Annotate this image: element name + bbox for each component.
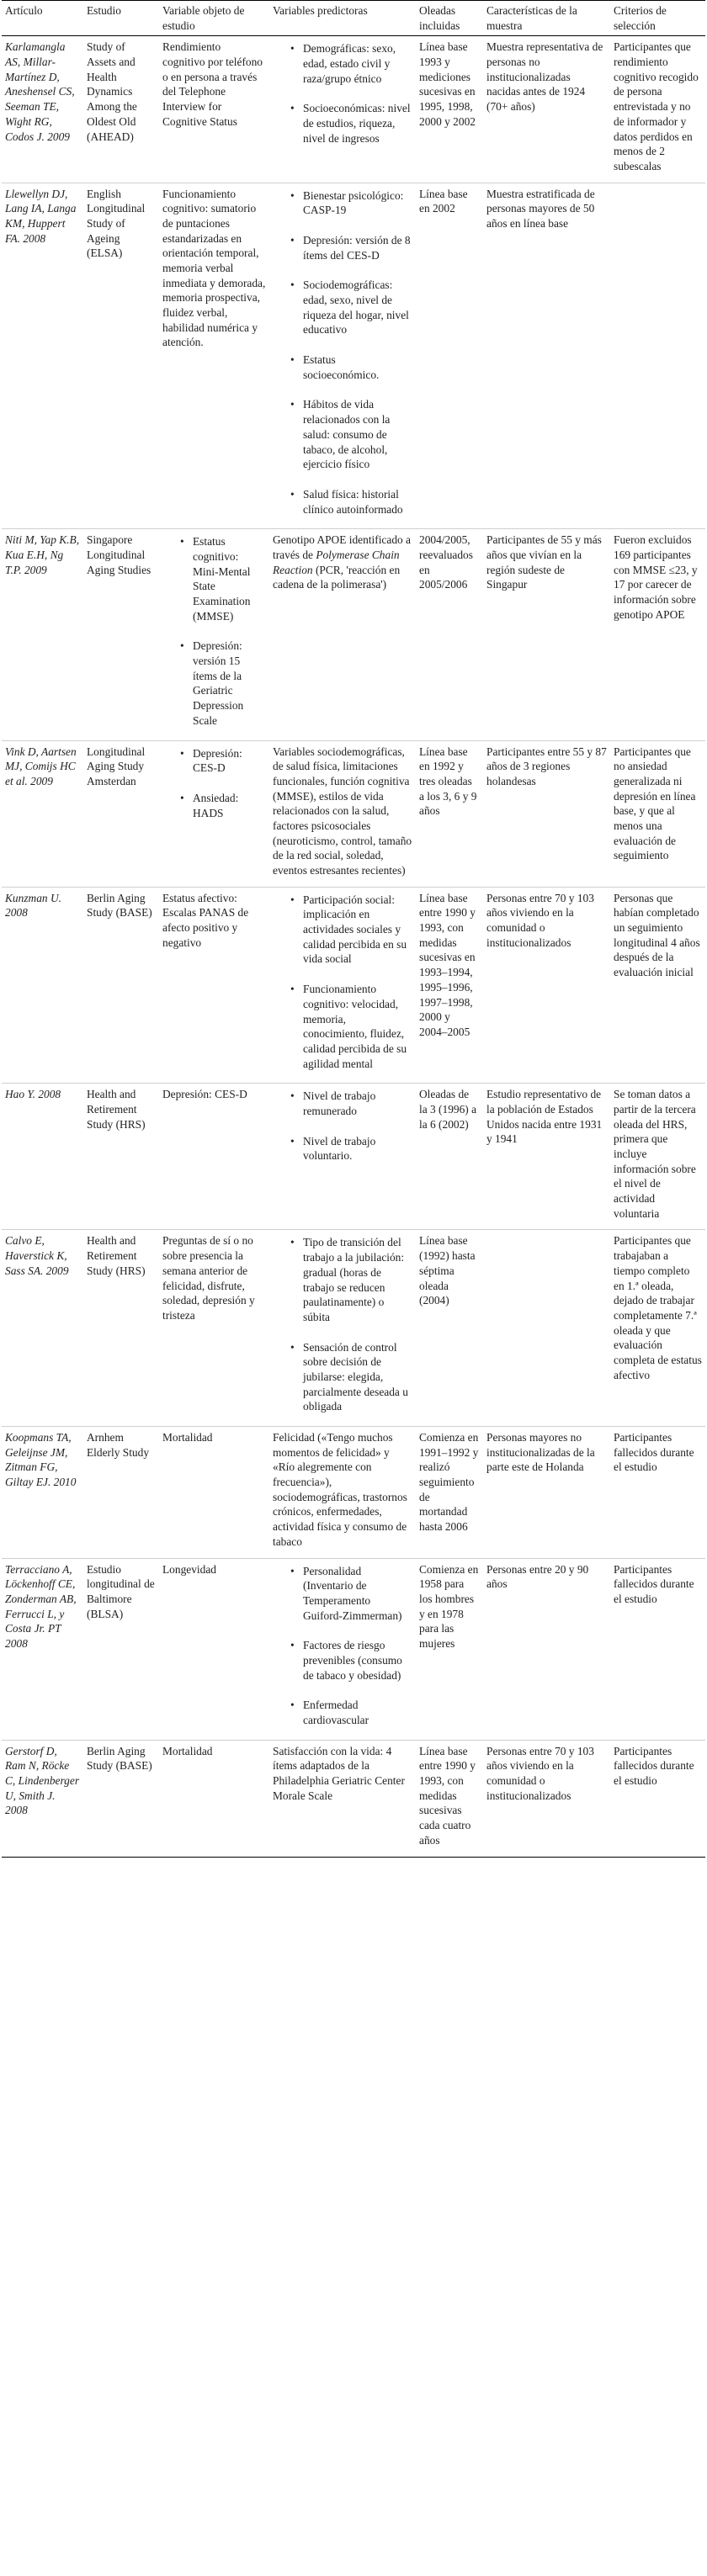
cell-predictoras (269, 183, 416, 529)
cell-muestra: Participantes entre 55 y 87 años de 3 regiones holandesas (483, 740, 610, 887)
cell-estudio: Health and Retirement Study (HRS) (83, 1230, 159, 1427)
predictoras-italic: Polymerase Chain Reaction (273, 548, 400, 576)
cell-predictoras: Variables sociodemográficas, de salud física, limitaciones funcionales, función cognitiva (MMSE), estilos de vida relacionados con la salud, factores psicosociales (neuroticismo, control, tamaño de la red social, soledad, eventos estresantes recientes) (269, 740, 416, 887)
table-row (2, 36, 705, 183)
cell-variable: Mortalidad (159, 1740, 269, 1857)
list-item: • Factores de riesgo prevenibles (consumo de tabaco y obesidad) (303, 1638, 412, 1683)
cell-variable: Funcionamiento cognitivo: sumatorio de puntaciones estandarizadas en orientación temporal, memoria verbal inmediata y demorada, memoria prospectiva, fluidez verbal, habilidad numérica y atención. (159, 183, 269, 529)
cell-articulo: Koopmans TA, Geleijnse JM, Zitman FG, Giltay EJ. 2010 (2, 1427, 83, 1559)
table-row (2, 183, 705, 529)
list-item: • Salud física: historial clínico autoinformado (303, 487, 412, 517)
list-item: • Estatus cognitivo: Mini-Mental State Examination (MMSE) (193, 534, 266, 623)
variable-list (162, 746, 266, 821)
cell-articulo: Gerstorf D, Ram N, Röcke C, Lindenberger U, Smith J. 2008 (2, 1740, 83, 1857)
cell-articulo: Vink D, Aartsen MJ, Comijs HC et al. 2009 (2, 740, 83, 887)
cell-muestra: Personas entre 70 y 103 años viviendo en la comunidad o institucionalizados (483, 887, 610, 1084)
cell-articulo: Llewellyn DJ, Lang IA, Langa KM, Huppert FA. 2008 (2, 183, 83, 529)
cell-estudio: Singapore Longitudinal Aging Studies (83, 529, 159, 740)
list-item: • Hábitos de vida relacionados con la salud: consumo de tabaco, de alcohol, ejercicio físico (303, 397, 412, 471)
cell-criterios: Participantes que trabajaban a tiempo completo en 1.ª oleada, dejado de trabajar completamente 7.ª oleada y que evaluación completa de estatus afectivo (610, 1230, 705, 1427)
list-item: • Depresión: CES-D (193, 746, 266, 776)
predictor-list (273, 1235, 412, 1414)
cell-criterios: Personas que habían completado un seguimiento longitudinal 4 años después de la evaluación inicial (610, 887, 705, 1084)
cell-articulo: Terracciano A, Löckenhoff CE, Zonderman AB, Ferrucci L, y Costa Jr. PT 2008 (2, 1558, 83, 1740)
cell-muestra: Personas mayores no institucionalizadas de la parte este de Holanda (483, 1427, 610, 1559)
cell-articulo: Niti M, Yap K.B, Kua E.H, Ng T.P. 2009 (2, 529, 83, 740)
list-item: • Estatus socioeconómico. (303, 352, 412, 382)
header-estudio: Estudio (83, 1, 159, 36)
table-row (2, 1558, 705, 1740)
list-item: • Socioeconómicas: nivel de estudios, riqueza, nivel de ingresos (303, 101, 412, 146)
cell-predictoras (269, 529, 416, 740)
cell-predictoras (269, 1084, 416, 1230)
cell-predictoras (269, 887, 416, 1084)
cell-estudio: Berlin Aging Study (BASE) (83, 1740, 159, 1857)
list-item: • Depresión: versión de 8 ítems del CES-D (303, 233, 412, 262)
cell-muestra: Muestra estratificada de personas mayores de 50 años en línea base (483, 183, 610, 529)
cell-estudio: English Longitudinal Study of Ageing (ELSA) (83, 183, 159, 529)
header-row (2, 1, 705, 36)
cell-predictoras: Satisfacción con la vida: 4 ítems adaptados de la Philadelphia Geriatric Center Morale Scale (269, 1740, 416, 1857)
cell-variable: Mortalidad (159, 1427, 269, 1559)
cell-predictoras: Felicidad («Tengo muchos momentos de felicidad» y «Río alegremente con frecuencia»), sociodemográficas, trastornos crónicos, enfermedades, actividad física y consumo de tabaco (269, 1427, 416, 1559)
cell-variable: Depresión: CES-D (159, 1084, 269, 1230)
list-item: • Funcionamiento cognitivo: velocidad, memoria, conocimiento, fluidez, calidad percibida de su agilidad mental (303, 982, 412, 1071)
cell-oleadas: Línea base entre 1990 y 1993, con medidas sucesivas en 1993–1994, 1995–1996, 1997–1998, 2000 y 2004–2005 (416, 887, 483, 1084)
predictor-list (273, 893, 412, 1072)
header-criterios: Criterios de selección (610, 1, 705, 36)
cell-criterios: Participantes fallecidos durante el estudio (610, 1427, 705, 1559)
table-row (2, 740, 705, 887)
cell-variable: Preguntas de sí o no sobre presencia la semana anterior de felicidad, disfrute, soledad, depresión y tristeza (159, 1230, 269, 1427)
cell-oleadas: Comienza en 1991–1992 y realizó seguimiento de mortandad hasta 2006 (416, 1427, 483, 1559)
table-row (2, 1427, 705, 1559)
cell-predictoras (269, 1558, 416, 1740)
cell-oleadas: Línea base en 2002 (416, 183, 483, 529)
cell-muestra: Personas entre 70 y 103 años viviendo en la comunidad o institucionalizados (483, 1740, 610, 1857)
cell-articulo: Kunzman U. 2008 (2, 887, 83, 1084)
cell-articulo: Calvo E, Haverstick K, Sass SA. 2009 (2, 1230, 83, 1427)
predictor-list (273, 1089, 412, 1163)
cell-variable (159, 529, 269, 740)
header-variable: Variable objeto de estudio (159, 1, 269, 36)
list-item: • Sociodemográficas: edad, sexo, nivel de riqueza del hogar, nivel educativo (303, 278, 412, 337)
cell-muestra: Participantes de 55 y más años que vivían en la región sudeste de Singapur (483, 529, 610, 740)
cell-articulo: Karlamangla AS, Millar-Martínez D, Aneshensel CS, Seeman TE, Wight RG, Codos J. 2009 (2, 36, 83, 183)
predictoras-text: Genotipo APOE identificado a través de (273, 533, 412, 561)
list-item: • Depresión: versión 15 ítems de la Geriatric Depression Scale (193, 639, 266, 728)
cell-oleadas: Comienza en 1958 para los hombres y en 1978 para las mujeres (416, 1558, 483, 1740)
cell-oleadas: Línea base 1993 y mediciones sucesivas en 1995, 1998, 2000 y 2002 (416, 36, 483, 183)
cell-articulo: Hao Y. 2008 (2, 1084, 83, 1230)
cell-variable: Longevidad (159, 1558, 269, 1740)
table-row (2, 529, 705, 740)
table-row (2, 1230, 705, 1427)
cell-criterios: Se toman datos a partir de la tercera oleada del HRS, primera que incluye información sobre el nivel de actividad voluntaria (610, 1084, 705, 1230)
cell-variable: Estatus afectivo: Escalas PANAS de afecto positivo y negativo (159, 887, 269, 1084)
cell-estudio: Study of Assets and Health Dynamics Among the Oldest Old (AHEAD) (83, 36, 159, 183)
cell-oleadas: Línea base (1992) hasta séptima oleada (2004) (416, 1230, 483, 1427)
cell-muestra: Personas entre 20 y 90 años (483, 1558, 610, 1740)
cell-estudio: Berlin Aging Study (BASE) (83, 887, 159, 1084)
predictor-list (273, 1564, 412, 1728)
cell-variable (159, 740, 269, 887)
cell-variable: Rendimiento cognitivo por teléfono o en persona a través del Telephone Interview for Cognitive Status (159, 36, 269, 183)
cell-muestra (483, 1230, 610, 1427)
list-item: • Ansiedad: HADS (193, 791, 266, 820)
cell-criterios (610, 183, 705, 529)
list-item: • Nivel de trabajo remunerado (303, 1089, 412, 1118)
cell-criterios: Participantes que rendimiento cognitivo recogido de persona entrevistada y no de informador y datos perdidos en menos de 2 subescalas (610, 36, 705, 183)
table-row (2, 887, 705, 1084)
cell-estudio: Estudio longitudinal de Baltimore (BLSA) (83, 1558, 159, 1740)
cell-criterios: Participantes que no ansiedad generalizada ni depresión en línea base, y que al menos una evaluación de seguimiento (610, 740, 705, 887)
header-muestra: Características de la muestra (483, 1, 610, 36)
header-oleadas: Oleadas incluidas (416, 1, 483, 36)
cell-muestra: Muestra representativa de personas no institucionalizadas nacidas antes de 1924 (70+ años) (483, 36, 610, 183)
cell-predictoras (269, 1230, 416, 1427)
cell-estudio: Longitudinal Aging Study Amsterdan (83, 740, 159, 887)
predictoras-text-end: (PCR, 'reacción en cadena de la polimerasa') (273, 563, 401, 591)
cell-muestra: Estudio representativo de la población de Estados Unidos nacida entre 1931 y 1941 (483, 1084, 610, 1230)
predictor-list (273, 41, 412, 146)
cell-oleadas: Línea base en 1992 y tres oleadas a los 3, 6 y 9 años (416, 740, 483, 887)
predictor-list (273, 188, 412, 517)
header-predictoras: Variables predictoras (269, 1, 416, 36)
studies-table (2, 0, 705, 1858)
cell-oleadas: Oleadas de la 3 (1996) a la 6 (2002) (416, 1084, 483, 1230)
variable-list (162, 534, 266, 728)
header-articulo: Artículo (2, 1, 83, 36)
table-row (2, 1740, 705, 1857)
cell-predictoras (269, 36, 416, 183)
cell-oleadas: Línea base entre 1990 y 1993, con medidas sucesivas cada cuatro años (416, 1740, 483, 1857)
list-item: • Bienestar psicológico: CASP-19 (303, 188, 412, 218)
list-item: • Personalidad (Inventario de Temperamento Guiford-Zimmerman) (303, 1564, 412, 1624)
list-item: • Tipo de transición del trabajo a la jubilación: gradual (horas de trabajo se reducen paulatinamente) o súbita (303, 1235, 412, 1324)
cell-criterios: Fueron excluidos 169 participantes con MMSE ≤23, y 17 por carecer de información sobre genotipo APOE (610, 529, 705, 740)
cell-criterios: Participantes fallecidos durante el estudio (610, 1558, 705, 1740)
cell-estudio: Health and Retirement Study (HRS) (83, 1084, 159, 1230)
list-item: • Enfermedad cardiovascular (303, 1698, 412, 1727)
list-item: • Demográficas: sexo, edad, estado civil y raza/grupo étnico (303, 41, 412, 86)
cell-criterios: Participantes fallecidos durante el estudio (610, 1740, 705, 1857)
table-row (2, 1084, 705, 1230)
list-item: • Nivel de trabajo voluntario. (303, 1134, 412, 1163)
cell-oleadas: 2004/2005, reevaluados en 2005/2006 (416, 529, 483, 740)
list-item: • Sensación de control sobre decisión de jubilarse: elegida, parcialmente deseada u obligada (303, 1340, 412, 1414)
cell-estudio: Arnhem Elderly Study (83, 1427, 159, 1559)
list-item: • Participación social: implicación en actividades sociales y calidad percibida en su vida social (303, 893, 412, 967)
